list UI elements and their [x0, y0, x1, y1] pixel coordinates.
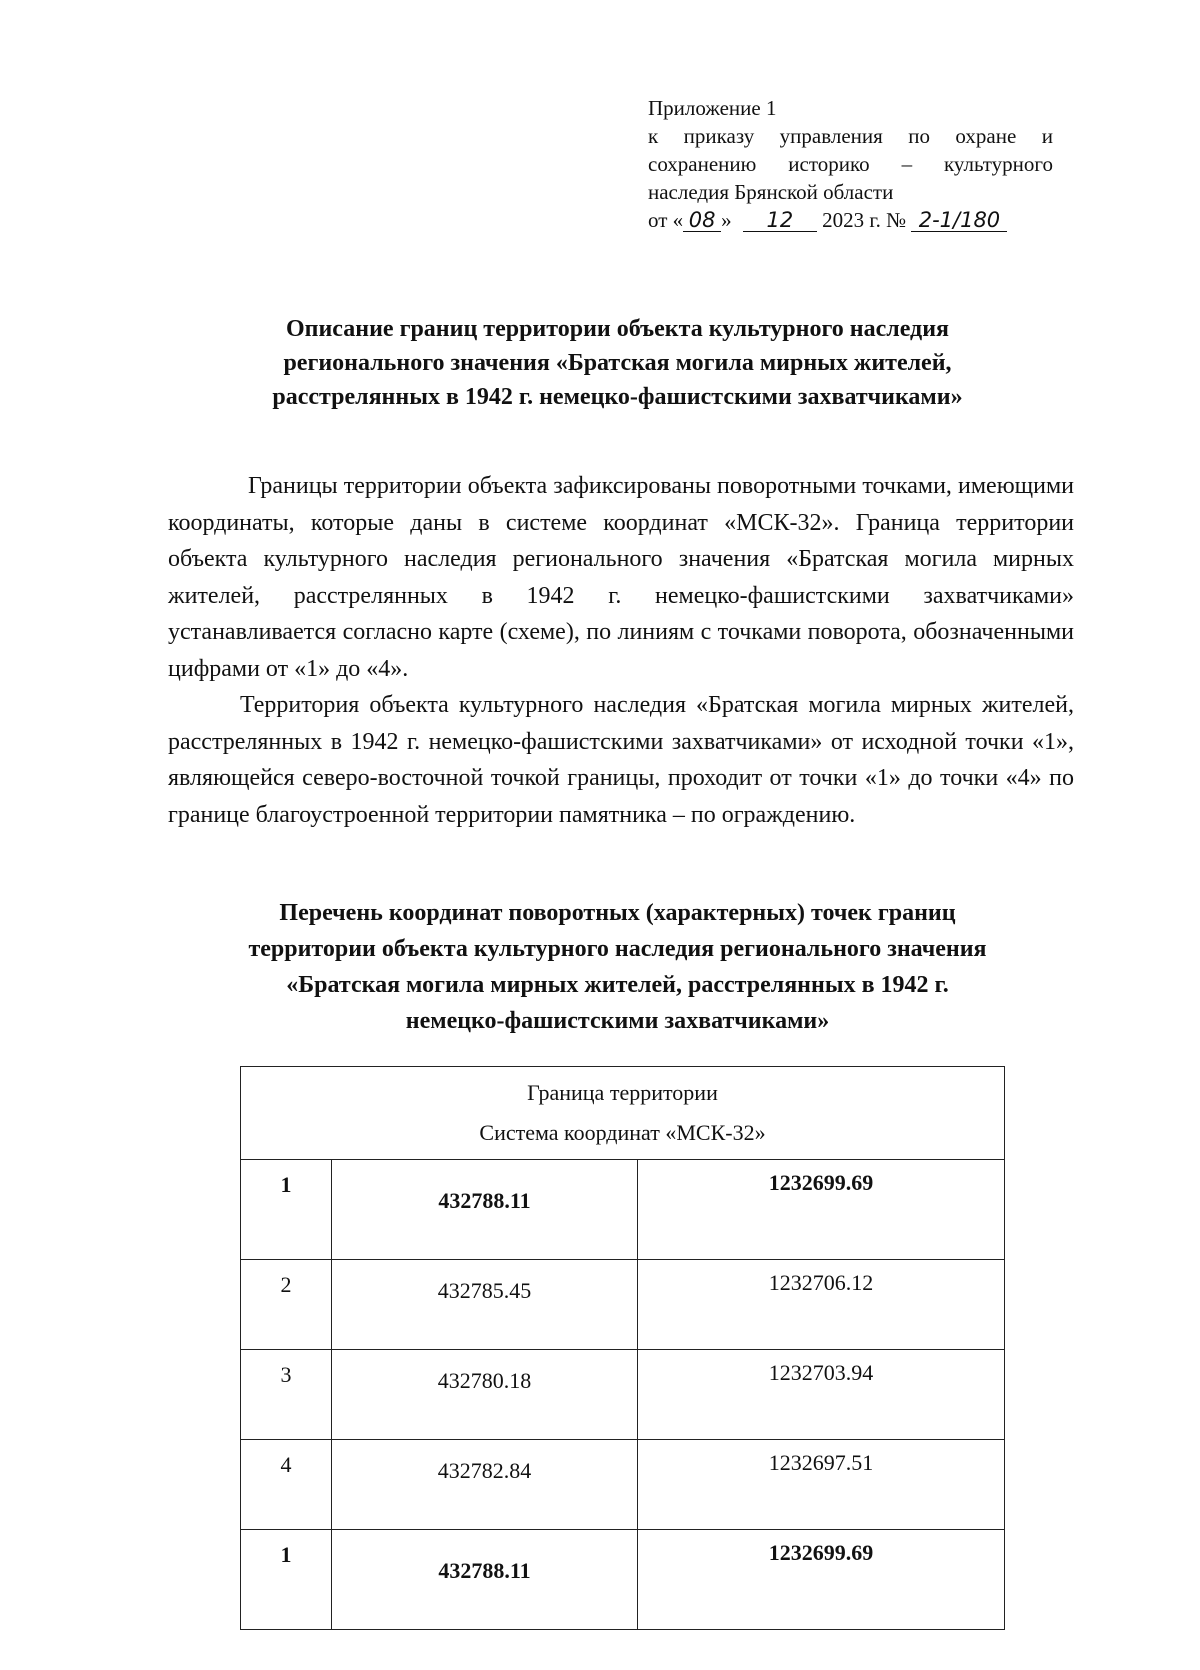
coordinate-x: 432788.11	[332, 1530, 638, 1630]
point-number: 3	[241, 1350, 332, 1440]
appendix-header	[648, 94, 1053, 234]
list-title-line-4: немецко-фашистскими захватчиками»	[405, 1008, 830, 1034]
date-year: 2023 г. №	[822, 208, 907, 232]
title-line-2: регионального значения «Братская могила мирных жителей,	[283, 350, 952, 376]
coordinate-y: 1232697.51	[638, 1440, 1005, 1530]
handwritten-order-number: 2-1/180	[911, 209, 1007, 232]
table-row	[241, 1350, 1005, 1440]
list-title-line-3: «Братская могила мирных жителей, расстрелянных в 1942 г.	[286, 972, 949, 998]
coordinate-x: 432788.11	[332, 1160, 638, 1260]
coordinate-x: 432782.84	[332, 1440, 638, 1530]
table-header-system: Система координат «МСК-32»	[479, 1120, 766, 1145]
appendix-line-4: наследия Брянской области	[648, 180, 894, 204]
appendix-date-line	[648, 206, 1053, 234]
table-row	[241, 1530, 1005, 1630]
table-header	[241, 1067, 1005, 1160]
list-title-line-2: территории объекта культурного наследия регионального значения	[248, 936, 987, 962]
description-body	[168, 468, 1074, 833]
date-prefix: от «	[648, 208, 684, 232]
appendix-line-2: к приказу управления по охране и	[648, 124, 1053, 148]
coordinate-y: 1232703.94	[638, 1350, 1005, 1440]
coordinates-table	[240, 1066, 1005, 1630]
title-line-3: расстрелянных в 1942 г. немецко-фашистскими захватчиками»	[272, 384, 963, 410]
coordinates-list-title	[150, 895, 1085, 1039]
appendix-line-1: Приложение 1	[648, 96, 777, 120]
table-row	[241, 1160, 1005, 1260]
coordinate-x: 432780.18	[332, 1350, 638, 1440]
document-title	[150, 312, 1085, 414]
table-row	[241, 1260, 1005, 1350]
paragraph-1: Границы территории объекта зафиксированы поворотными точками, имеющими координаты, которые даны в системе координат «МСК-32». Граница территории объекта культурного наследия регионального значения «Братская могила мирных жителей, расстрелянных в 1942 г. немецко-фашистскими захватчиками» устанавливается согласно карте (схеме), по линиям с точками поворота, обозначенными цифрами от «1» до «4».	[168, 473, 1074, 682]
list-title-line-1: Перечень координат поворотных (характерных) точек границ	[279, 900, 956, 926]
coordinate-y: 1232699.69	[638, 1160, 1005, 1260]
coordinate-y: 1232706.12	[638, 1260, 1005, 1350]
appendix-line-3: сохранению историко – культурного	[648, 152, 1053, 176]
paragraph-2: Территория объекта культурного наследия «Братская могила мирных жителей, расстрелянных в 1942 г. немецко-фашистскими захватчиками» от исходной точки «1», являющейся северо-восточной точкой границы, проходит от точки «1» до точки «4» по границе благоустроенной территории памятника – по ограждению.	[168, 692, 1074, 828]
point-number: 4	[241, 1440, 332, 1530]
table-header-boundary: Граница территории	[527, 1080, 718, 1105]
title-line-1: Описание границ территории объекта культурного наследия	[285, 316, 950, 342]
point-number: 1	[241, 1530, 332, 1630]
handwritten-day: 08	[683, 209, 721, 232]
table-row	[241, 1440, 1005, 1530]
coordinate-y: 1232699.69	[638, 1530, 1005, 1630]
handwritten-month: 12	[743, 209, 817, 232]
table-header-row	[241, 1067, 1005, 1160]
point-number: 1	[241, 1160, 332, 1260]
coordinate-x: 432785.45	[332, 1260, 638, 1350]
point-number: 2	[241, 1260, 332, 1350]
date-day-suffix: »	[721, 208, 732, 232]
